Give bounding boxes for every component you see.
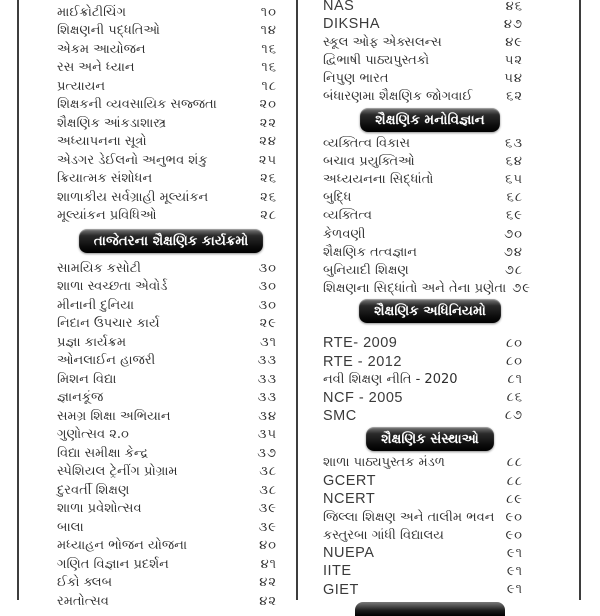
toc-item-title: શિક્ષણની પદ્ધતિઓ	[57, 23, 160, 39]
toc-item-page-number: ૫૨	[504, 52, 523, 68]
toc-item	[323, 207, 537, 225]
toc-item-page-number: ૩૪	[258, 408, 277, 424]
toc-item-page-number: ૮૮	[506, 473, 523, 489]
toc-item	[57, 370, 285, 389]
toc-item-title: એડગર ડેઈલનો અનુભવ શંકુ	[57, 152, 208, 168]
toc-item-title: નિદાન ઉપચાર કાર્ય	[57, 316, 160, 332]
toc-item-title: NAS	[323, 0, 355, 15]
toc-item	[57, 59, 285, 78]
toc-item-page-number: ૨૬	[260, 189, 277, 205]
toc-item	[57, 444, 285, 463]
toc-item	[323, 389, 537, 407]
toc-item-title: ઓનલાઈન હાજરી	[57, 353, 156, 369]
toc-item-page-number: ૯૧	[506, 582, 523, 598]
toc-item-title: બુનિયાદી શિક્ષણ	[323, 262, 409, 278]
right-border-line	[579, 0, 581, 600]
toc-item	[323, 15, 537, 33]
toc-item-title: GCERT	[323, 473, 376, 490]
toc-item	[323, 171, 537, 189]
toc-item	[57, 188, 285, 207]
toc-item	[323, 33, 537, 51]
toc-item	[323, 51, 537, 69]
toc-item-page-number: ૨૦	[259, 97, 277, 113]
toc-item	[323, 472, 537, 490]
toc-item-page-number: ૭૪	[503, 244, 523, 260]
left-column	[57, 3, 285, 611]
toc-item-title: રમતોત્સવ	[57, 593, 109, 609]
toc-item-title: સામયિક કસોટી	[57, 260, 142, 276]
toc-item-title: સમગ્ર શિક્ષા અભિયાન	[57, 408, 171, 424]
toc-item-page-number: ૪૨	[259, 593, 277, 609]
toc-item-title: મધ્યાહન ભોજન યોજના	[57, 538, 188, 554]
toc-item	[323, 153, 537, 171]
section-gap	[323, 326, 537, 334]
toc-item	[323, 508, 537, 526]
toc-item-page-number: ૩૦	[258, 260, 277, 276]
toc-item	[57, 259, 285, 278]
toc-item-title: મીનાની દુનિયા	[57, 297, 135, 313]
toc-item-title: બાલા	[57, 519, 84, 535]
toc-item	[57, 426, 285, 445]
toc-item	[57, 170, 285, 189]
toc-item-page-number: ૮૮	[506, 455, 523, 471]
toc-item-title: અધ્યયનના સિદ્ધાંતો	[323, 172, 434, 188]
toc-item-page-number: ૩૩	[257, 390, 277, 406]
toc-item	[323, 87, 537, 105]
toc-item-page-number: ૨૯	[259, 316, 277, 332]
toc-item	[57, 333, 285, 352]
toc-item-page-number: ૬૮	[506, 190, 523, 206]
toc-item-page-number: ૪૦	[259, 538, 277, 554]
toc-item-title: માઈક્રોટીચિંગ	[57, 4, 126, 20]
toc-item-page-number: ૮૧	[507, 372, 523, 388]
toc-item-title: DIKSHA	[323, 16, 380, 33]
section-header	[366, 427, 494, 451]
toc-item	[57, 151, 285, 170]
toc-item-page-number: ૪૬	[505, 0, 523, 14]
toc-item-page-number: ૯૧	[506, 545, 523, 561]
toc-item	[57, 296, 285, 315]
toc-item-title: સ્પેશિયલ ટ્રેનીંગ પ્રોગ્રામ	[57, 464, 178, 480]
toc-item-title: ઈકો ક્લબ	[57, 575, 113, 591]
toc-item-page-number: ૯૧	[506, 563, 523, 579]
toc-item-page-number: ૪૨	[259, 575, 277, 591]
toc-item-title: NCF - 2005	[323, 389, 403, 406]
toc-item	[323, 454, 537, 472]
toc-item-page-number: ૩૧	[259, 334, 277, 350]
toc-item-title: વિદ્યા સમીક્ષા કેન્દ્ર	[57, 445, 149, 461]
toc-item-page-number: ૬૯	[506, 208, 523, 224]
toc-item	[57, 592, 285, 611]
section-header	[79, 229, 264, 253]
toc-item	[323, 371, 537, 389]
toc-item	[57, 407, 285, 426]
toc-item	[323, 135, 537, 153]
toc-item-page-number: ૮૬	[506, 390, 523, 406]
toc-item-title: દ્વિભાષી પાઠ્યપુસ્તકો	[323, 52, 430, 68]
toc-item	[323, 334, 537, 352]
toc-item-title: શિક્ષણના સિદ્ધાંતો અને તેના પ્રણેતા	[323, 280, 507, 296]
toc-item	[323, 243, 537, 261]
toc-item-title: શાળાકીય સર્વગ્રાહી મૂલ્યાંકન	[57, 189, 209, 205]
toc-item	[323, 69, 537, 87]
toc-item-page-number: ૮૭	[504, 408, 523, 424]
toc-item-title: શિક્ષકની વ્યવસાયિક સજ્જતા	[57, 97, 217, 113]
toc-item-title: સ્કૂલ ઓફ એક્સલન્સ	[323, 34, 442, 50]
toc-item-title: NUEPA	[323, 545, 375, 562]
toc-item	[57, 96, 285, 115]
toc-item-page-number: ૭૦	[504, 226, 523, 242]
toc-item-page-number: ૩૩	[257, 353, 277, 369]
section-header-partial	[355, 602, 505, 616]
toc-item	[57, 3, 285, 22]
toc-item	[57, 518, 285, 537]
toc-item-page-number: ૧૦	[260, 4, 277, 20]
toc-item-title: મૂલ્યાંકન પ્રવિધિઓ	[57, 208, 157, 224]
toc-item	[57, 352, 285, 371]
toc-item-page-number: ૩૦	[258, 279, 277, 295]
left-border-line	[17, 0, 19, 600]
toc-item-page-number: ૮૯	[506, 491, 523, 507]
toc-item	[57, 537, 285, 556]
toc-item-page-number: ૬૩	[505, 136, 523, 152]
toc-item-title: IITE	[323, 563, 352, 580]
toc-item	[57, 315, 285, 334]
toc-item	[57, 574, 285, 593]
column-divider-line	[296, 0, 298, 600]
toc-item-page-number: ૪૯	[505, 34, 523, 50]
toc-item-page-number: ૬૨	[506, 89, 523, 105]
toc-item-page-number: ૨૪	[259, 134, 277, 150]
toc-item	[57, 207, 285, 226]
toc-item-title: એકમ આયોજન	[57, 41, 146, 57]
toc-item-title: દુરવર્તી શિક્ષણ	[57, 482, 130, 498]
toc-item-title: ક્રિયાત્મક સંશોધન	[57, 171, 153, 187]
toc-item-page-number: ૧૪	[260, 23, 277, 39]
toc-item	[323, 407, 537, 425]
toc-item-title: RTE - 2012	[323, 353, 402, 370]
toc-item-page-number: ૩૦	[258, 297, 277, 313]
toc-item-page-number: ૯૦	[505, 527, 523, 543]
toc-item-title: શાળા પાઠ્યપુસ્તક મંડળ	[323, 455, 445, 471]
toc-item-title: બુદ્ધિ	[323, 190, 352, 206]
toc-item-title: કેળવણી	[323, 226, 366, 242]
toc-item-page-number: ૬૪	[505, 154, 523, 170]
toc-item-page-number: ૩૯	[258, 501, 277, 517]
toc-item-page-number: ૩૩	[257, 371, 277, 387]
toc-item-page-number: ૩૯	[258, 519, 277, 535]
toc-item-title: NCERT	[323, 491, 376, 508]
toc-item	[323, 562, 537, 580]
toc-item	[57, 481, 285, 500]
toc-item-page-number: ૬૫	[505, 172, 523, 188]
toc-item	[57, 278, 285, 297]
toc-item	[323, 0, 537, 15]
toc-item	[57, 389, 285, 408]
toc-item-title: પ્રત્યાયન	[57, 78, 106, 94]
toc-item	[57, 22, 285, 41]
toc-item-page-number: ૯૦	[505, 509, 523, 525]
section-header	[360, 108, 499, 132]
toc-item-title: મિશન વિદ્યા	[57, 371, 117, 387]
toc-item-title: નવી શિક્ષણ નીતિ - 2020	[323, 372, 458, 388]
toc-item-title: SMC	[323, 407, 357, 424]
toc-item	[323, 544, 537, 562]
toc-item-page-number: ૩૮	[259, 464, 277, 480]
toc-item-page-number: ૨૨	[259, 115, 277, 131]
toc-item	[323, 225, 537, 243]
section-header-label: શૈક્ષણિક સંસ્થાઓ	[381, 430, 479, 447]
toc-item-title: શાળા સ્વચ્છતા એવોર્ડ	[57, 279, 168, 295]
toc-item	[323, 353, 537, 371]
section-header	[359, 299, 501, 323]
toc-item	[323, 490, 537, 508]
toc-item-page-number: ૨૬	[260, 171, 277, 187]
toc-item-title: નિપુણ ભારત	[323, 70, 389, 86]
toc-item-page-number: ૧૬	[261, 60, 277, 76]
toc-item	[57, 555, 285, 574]
toc-item-page-number: ૩૫	[257, 427, 277, 443]
toc-item-title: શાળા પ્રવેશોત્સવ	[57, 501, 142, 517]
toc-item	[323, 189, 537, 207]
toc-item-title: GIET	[323, 581, 359, 598]
toc-item-page-number: ૩૭	[257, 445, 277, 461]
toc-item-page-number: ૭૯	[512, 280, 531, 296]
toc-item-title: જિલ્લા શિક્ષણ અને તાલીમ ભવન	[323, 509, 495, 525]
toc-item-page-number: ૨૫	[258, 152, 277, 168]
section-header-label: તાજેતરના શૈક્ષણિક કાર્યક્રમો	[93, 233, 249, 249]
toc-item-title: જ્ઞાનકૂંજ	[57, 390, 104, 406]
toc-item-title: ગુણોત્સવ ૨.૦	[57, 427, 129, 443]
toc-item-title: બંધારણમા શૈક્ષણિક જોગવાઈ	[323, 89, 473, 105]
toc-item-title: પ્રજ્ઞા કાર્યક્રમ	[57, 334, 127, 350]
toc-item-title: શૈક્ષણિક તત્વજ્ઞાન	[323, 244, 417, 260]
toc-item-page-number: ૧૮	[261, 78, 277, 94]
toc-item-title: કસ્તુરબા ગાંધી વિદ્યાલય	[323, 527, 444, 543]
toc-item-page-number: ૨૮	[260, 208, 277, 224]
section-header-label: શૈક્ષણિક મનોવિજ્ઞાન	[375, 111, 485, 128]
toc-item	[323, 526, 537, 544]
toc-item-page-number: ૫૪	[504, 70, 523, 86]
toc-item	[57, 500, 285, 519]
toc-item	[57, 463, 285, 482]
toc-item-title: ગણિત વિજ્ઞાન પ્રદર્શન	[57, 556, 169, 572]
toc-item-title: RTE- 2009	[323, 335, 398, 352]
toc-item-title: વ્યક્તિત્વ વિકાસ	[323, 136, 410, 152]
toc-item-page-number: ૪૭	[503, 16, 523, 32]
toc-item-page-number: ૪૧	[260, 556, 277, 572]
toc-item	[323, 261, 537, 279]
toc-item-page-number: ૩૮	[259, 482, 277, 498]
right-column	[323, 0, 537, 616]
toc-item-title: અધ્યાપનના સૂત્રો	[57, 134, 147, 150]
toc-item	[323, 279, 537, 297]
toc-item-title: બચાવ પ્રયુક્તિઓ	[323, 154, 415, 170]
toc-item-title: વ્યક્તિત્વ	[323, 208, 372, 224]
toc-item-page-number: ૭૮	[504, 262, 523, 278]
toc-item	[57, 114, 285, 133]
toc-item-title: શૈક્ષણિક આંકડાશાસ્ત્ર	[57, 115, 167, 131]
section-header-label: શૈક્ષણિક અધિનિયમો	[374, 303, 486, 320]
toc-item-page-number: ૮૦	[506, 335, 523, 351]
toc-item-page-number: ૮૦	[506, 354, 523, 370]
toc-item-page-number: ૧૬	[261, 41, 277, 57]
toc-item	[57, 133, 285, 152]
toc-item	[57, 77, 285, 96]
toc-item	[323, 581, 537, 599]
toc-item-title: રસ અને ધ્યાન	[57, 60, 135, 76]
toc-item	[57, 40, 285, 59]
